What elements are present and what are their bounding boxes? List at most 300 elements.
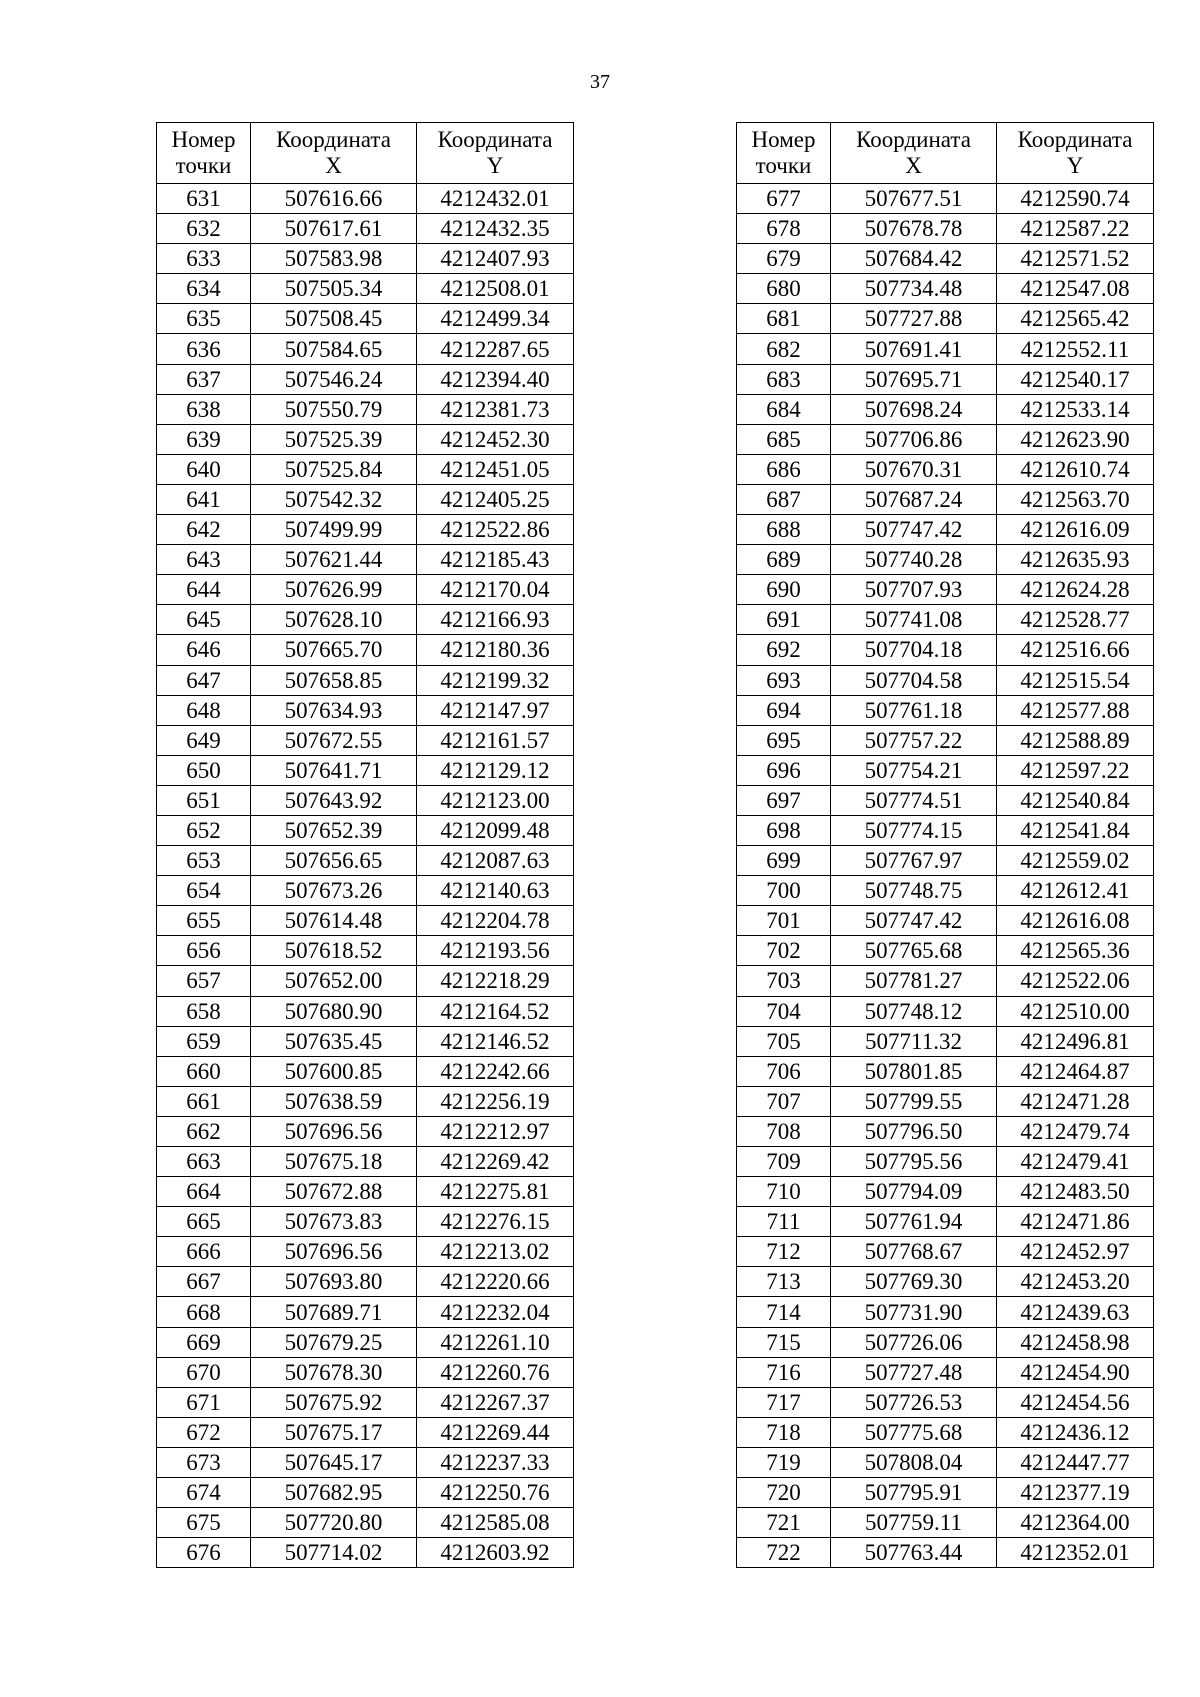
- point-number-cell: 637: [157, 364, 251, 394]
- table-row: [157, 605, 574, 635]
- coordinate-y-cell: 4212212.97: [417, 1116, 574, 1146]
- coordinate-x-cell: 507652.39: [251, 815, 417, 845]
- table-row: [737, 1357, 1154, 1387]
- coordinate-y-cell: 4212590.74: [997, 184, 1154, 214]
- point-number-cell: 655: [157, 906, 251, 936]
- coordinate-x-cell: 507673.83: [251, 1207, 417, 1237]
- coordinates-table-left: [156, 122, 574, 1568]
- coordinate-y-cell: 4212483.50: [997, 1177, 1154, 1207]
- point-number-cell: 692: [737, 635, 831, 665]
- header-text: Координата: [1017, 127, 1133, 152]
- table-row: [157, 1147, 574, 1177]
- coordinate-x-cell: 507775.68: [831, 1417, 997, 1447]
- coordinate-y-cell: 4212147.97: [417, 695, 574, 725]
- coordinate-x-cell: 507617.61: [251, 214, 417, 244]
- table-row: [737, 515, 1154, 545]
- table-row: [737, 1056, 1154, 1086]
- table-row: [737, 1237, 1154, 1267]
- table-header-row: [157, 123, 574, 184]
- coordinate-y-cell: 4212563.70: [997, 484, 1154, 514]
- point-number-cell: 702: [737, 936, 831, 966]
- table-row: [157, 274, 574, 304]
- coordinate-x-cell: 507675.18: [251, 1147, 417, 1177]
- coordinate-x-cell: 507801.85: [831, 1056, 997, 1086]
- coordinate-x-cell: 507675.92: [251, 1387, 417, 1417]
- point-number-cell: 646: [157, 635, 251, 665]
- table-row: [157, 334, 574, 364]
- point-number-cell: 721: [737, 1508, 831, 1538]
- table-row: [737, 1207, 1154, 1237]
- point-number-cell: 663: [157, 1147, 251, 1177]
- coordinate-x-cell: 507684.42: [831, 244, 997, 274]
- point-number-cell: 648: [157, 695, 251, 725]
- point-number-cell: 713: [737, 1267, 831, 1297]
- coordinate-x-cell: 507795.56: [831, 1147, 997, 1177]
- coordinate-y-cell: 4212496.81: [997, 1026, 1154, 1056]
- point-number-cell: 664: [157, 1177, 251, 1207]
- coordinate-y-cell: 4212585.08: [417, 1508, 574, 1538]
- point-number-cell: 650: [157, 755, 251, 785]
- point-number-cell: 681: [737, 304, 831, 334]
- table-row: [157, 1478, 574, 1508]
- point-number-cell: 689: [737, 545, 831, 575]
- coordinate-y-cell: 4212146.52: [417, 1026, 574, 1056]
- table-row: [157, 394, 574, 424]
- coordinate-x-cell: 507638.59: [251, 1086, 417, 1116]
- table-row: [737, 1177, 1154, 1207]
- coordinate-y-cell: 4212612.41: [997, 876, 1154, 906]
- point-number-cell: 679: [737, 244, 831, 274]
- coordinate-y-cell: 4212454.90: [997, 1357, 1154, 1387]
- page-number: 37: [590, 71, 610, 93]
- table-row: [157, 996, 574, 1026]
- table-row: [157, 214, 574, 244]
- coordinate-x-cell: 507635.45: [251, 1026, 417, 1056]
- table-row: [157, 244, 574, 274]
- point-number-cell: 644: [157, 575, 251, 605]
- point-number-cell: 660: [157, 1056, 251, 1086]
- coordinate-x-cell: 507626.99: [251, 575, 417, 605]
- coordinate-x-cell: 507795.91: [831, 1478, 997, 1508]
- table-row: [737, 1538, 1154, 1568]
- coordinate-y-cell: 4212432.35: [417, 214, 574, 244]
- table-body: [157, 184, 574, 1568]
- coordinate-x-cell: 507808.04: [831, 1447, 997, 1477]
- coordinate-y-cell: 4212199.32: [417, 665, 574, 695]
- coordinate-y-cell: 4212447.77: [997, 1447, 1154, 1477]
- coordinate-x-cell: 507656.65: [251, 846, 417, 876]
- point-number-cell: 677: [737, 184, 831, 214]
- header-text: Координата: [437, 127, 553, 152]
- coordinate-x-cell: 507731.90: [831, 1297, 997, 1327]
- header-coordinate-x: [251, 123, 417, 184]
- table-row: [737, 394, 1154, 424]
- table-row: [157, 635, 574, 665]
- point-number-cell: 716: [737, 1357, 831, 1387]
- coordinate-y-cell: 4212436.12: [997, 1417, 1154, 1447]
- point-number-cell: 694: [737, 695, 831, 725]
- coordinate-y-cell: 4212377.19: [997, 1478, 1154, 1508]
- coordinate-y-cell: 4212140.63: [417, 876, 574, 906]
- table-row: [157, 1056, 574, 1086]
- coordinate-x-cell: 507678.30: [251, 1357, 417, 1387]
- coordinate-y-cell: 4212405.25: [417, 484, 574, 514]
- point-number-cell: 707: [737, 1086, 831, 1116]
- point-number-cell: 684: [737, 394, 831, 424]
- coordinate-y-cell: 4212559.02: [997, 846, 1154, 876]
- point-number-cell: 683: [737, 364, 831, 394]
- point-number-cell: 640: [157, 454, 251, 484]
- point-number-cell: 705: [737, 1026, 831, 1056]
- point-number-cell: 703: [737, 966, 831, 996]
- coordinate-y-cell: 4212123.00: [417, 785, 574, 815]
- coordinate-x-cell: 507665.70: [251, 635, 417, 665]
- table-row: [157, 1387, 574, 1417]
- coordinate-x-cell: 507696.56: [251, 1116, 417, 1146]
- coordinate-y-cell: 4212267.37: [417, 1387, 574, 1417]
- coordinate-x-cell: 507740.28: [831, 545, 997, 575]
- coordinate-x-cell: 507759.11: [831, 1508, 997, 1538]
- coordinate-x-cell: 507726.53: [831, 1387, 997, 1417]
- table-row: [737, 424, 1154, 454]
- header-text: точки: [755, 153, 812, 178]
- table-row: [737, 454, 1154, 484]
- table-row: [737, 274, 1154, 304]
- header-text: Номер: [171, 127, 236, 152]
- point-number-cell: 657: [157, 966, 251, 996]
- coordinate-x-cell: 507628.10: [251, 605, 417, 635]
- table-row: [737, 996, 1154, 1026]
- coordinate-y-cell: 4212452.30: [417, 424, 574, 454]
- coordinate-y-cell: 4212099.48: [417, 815, 574, 845]
- table-row: [737, 635, 1154, 665]
- coordinate-y-cell: 4212218.29: [417, 966, 574, 996]
- table-row: [737, 575, 1154, 605]
- table-row: [737, 364, 1154, 394]
- coordinate-x-cell: 507679.25: [251, 1327, 417, 1357]
- coordinate-y-cell: 4212185.43: [417, 545, 574, 575]
- coordinate-x-cell: 507525.84: [251, 454, 417, 484]
- coordinate-y-cell: 4212166.93: [417, 605, 574, 635]
- point-number-cell: 676: [157, 1538, 251, 1568]
- coordinate-y-cell: 4212394.40: [417, 364, 574, 394]
- coordinate-y-cell: 4212458.98: [997, 1327, 1154, 1357]
- coordinate-x-cell: 507707.93: [831, 575, 997, 605]
- coordinate-y-cell: 4212571.52: [997, 244, 1154, 274]
- table-row: [737, 304, 1154, 334]
- point-number-cell: 674: [157, 1478, 251, 1508]
- coordinate-x-cell: 507678.78: [831, 214, 997, 244]
- point-number-cell: 687: [737, 484, 831, 514]
- point-number-cell: 714: [737, 1297, 831, 1327]
- coordinate-y-cell: 4212260.76: [417, 1357, 574, 1387]
- coordinate-x-cell: 507641.71: [251, 755, 417, 785]
- header-text: точки: [175, 153, 232, 178]
- coordinate-y-cell: 4212170.04: [417, 575, 574, 605]
- table-row: [737, 214, 1154, 244]
- header-text: Координата: [276, 127, 391, 152]
- point-number-cell: 686: [737, 454, 831, 484]
- coordinate-x-cell: 507695.71: [831, 364, 997, 394]
- coordinate-x-cell: 507748.12: [831, 996, 997, 1026]
- point-number-cell: 659: [157, 1026, 251, 1056]
- coordinate-x-cell: 507704.18: [831, 635, 997, 665]
- coordinate-y-cell: 4212577.88: [997, 695, 1154, 725]
- point-number-cell: 696: [737, 755, 831, 785]
- point-number-cell: 645: [157, 605, 251, 635]
- point-number-cell: 639: [157, 424, 251, 454]
- point-number-cell: 688: [737, 515, 831, 545]
- coordinate-x-cell: 507761.94: [831, 1207, 997, 1237]
- table-row: [157, 906, 574, 936]
- point-number-cell: 722: [737, 1538, 831, 1568]
- coordinate-x-cell: 507508.45: [251, 304, 417, 334]
- point-number-cell: 695: [737, 725, 831, 755]
- table-row: [737, 1026, 1154, 1056]
- table-row: [157, 484, 574, 514]
- coordinate-x-cell: 507799.55: [831, 1086, 997, 1116]
- coordinate-x-cell: 507754.21: [831, 755, 997, 785]
- coordinate-y-cell: 4212454.56: [997, 1387, 1154, 1417]
- coordinates-table-right: [736, 122, 1154, 1568]
- coordinate-y-cell: 4212269.44: [417, 1417, 574, 1447]
- table-row: [737, 1387, 1154, 1417]
- point-number-cell: 720: [737, 1478, 831, 1508]
- point-number-cell: 691: [737, 605, 831, 635]
- coordinate-y-cell: 4212269.42: [417, 1147, 574, 1177]
- coordinate-y-cell: 4212276.15: [417, 1207, 574, 1237]
- point-number-cell: 704: [737, 996, 831, 1026]
- table-row: [157, 695, 574, 725]
- coordinate-y-cell: 4212464.87: [997, 1056, 1154, 1086]
- table-row: [157, 725, 574, 755]
- coordinate-y-cell: 4212510.00: [997, 996, 1154, 1026]
- point-number-cell: 649: [157, 725, 251, 755]
- coordinate-x-cell: 507672.55: [251, 725, 417, 755]
- coordinate-x-cell: 507675.17: [251, 1417, 417, 1447]
- coordinate-y-cell: 4212471.28: [997, 1086, 1154, 1116]
- point-number-cell: 669: [157, 1327, 251, 1357]
- coordinate-x-cell: 507505.34: [251, 274, 417, 304]
- point-number-cell: 638: [157, 394, 251, 424]
- point-number-cell: 685: [737, 424, 831, 454]
- coordinate-y-cell: 4212364.00: [997, 1508, 1154, 1538]
- coordinate-y-cell: 4212352.01: [997, 1538, 1154, 1568]
- table-row: [737, 1147, 1154, 1177]
- table-row: [157, 1447, 574, 1477]
- header-text: Номер: [751, 127, 816, 152]
- point-number-cell: 718: [737, 1417, 831, 1447]
- coordinate-y-cell: 4212508.01: [417, 274, 574, 304]
- header-text: Координата: [856, 127, 971, 152]
- table-row: [157, 1177, 574, 1207]
- coordinate-y-cell: 4212381.73: [417, 394, 574, 424]
- coordinate-y-cell: 4212479.74: [997, 1116, 1154, 1146]
- coordinate-x-cell: 507691.41: [831, 334, 997, 364]
- table-row: [157, 1538, 574, 1568]
- point-number-cell: 700: [737, 876, 831, 906]
- table-row: [157, 936, 574, 966]
- table-row: [157, 1417, 574, 1447]
- coordinate-y-cell: 4212635.93: [997, 545, 1154, 575]
- table-row: [157, 665, 574, 695]
- header-coordinate-y: [997, 123, 1154, 184]
- coordinate-x-cell: 507726.06: [831, 1327, 997, 1357]
- table-row: [737, 936, 1154, 966]
- point-number-cell: 656: [157, 936, 251, 966]
- coordinate-x-cell: 507542.32: [251, 484, 417, 514]
- point-number-cell: 647: [157, 665, 251, 695]
- table-row: [157, 785, 574, 815]
- point-number-cell: 708: [737, 1116, 831, 1146]
- coordinate-y-cell: 4212540.17: [997, 364, 1154, 394]
- point-number-cell: 662: [157, 1116, 251, 1146]
- coordinate-x-cell: 507672.88: [251, 1177, 417, 1207]
- table-row: [157, 575, 574, 605]
- coordinate-y-cell: 4212515.54: [997, 665, 1154, 695]
- table-row: [157, 1026, 574, 1056]
- coordinate-y-cell: 4212204.78: [417, 906, 574, 936]
- coordinate-y-cell: 4212533.14: [997, 394, 1154, 424]
- coordinate-y-cell: 4212587.22: [997, 214, 1154, 244]
- coordinate-y-cell: 4212087.63: [417, 846, 574, 876]
- coordinate-y-cell: 4212242.66: [417, 1056, 574, 1086]
- coordinate-x-cell: 507687.24: [831, 484, 997, 514]
- table-row: [157, 755, 574, 785]
- coordinate-x-cell: 507774.51: [831, 785, 997, 815]
- table-row: [157, 515, 574, 545]
- coordinate-y-cell: 4212471.86: [997, 1207, 1154, 1237]
- point-number-cell: 671: [157, 1387, 251, 1417]
- coordinate-y-cell: 4212407.93: [417, 244, 574, 274]
- table-row: [157, 184, 574, 214]
- point-number-cell: 665: [157, 1207, 251, 1237]
- table-row: [737, 1478, 1154, 1508]
- header-text: Y: [486, 153, 504, 178]
- table-row: [737, 1327, 1154, 1357]
- point-number-cell: 701: [737, 906, 831, 936]
- coordinate-x-cell: 507767.97: [831, 846, 997, 876]
- table-row: [157, 454, 574, 484]
- table-row: [157, 1508, 574, 1538]
- table-row: [157, 815, 574, 845]
- coordinate-y-cell: 4212479.41: [997, 1147, 1154, 1177]
- table-row: [157, 1357, 574, 1387]
- coordinate-y-cell: 4212597.22: [997, 755, 1154, 785]
- table-row: [737, 665, 1154, 695]
- point-number-cell: 631: [157, 184, 251, 214]
- coordinate-x-cell: 507734.48: [831, 274, 997, 304]
- point-number-cell: 633: [157, 244, 251, 274]
- table-row: [737, 755, 1154, 785]
- table-row: [737, 334, 1154, 364]
- coordinate-y-cell: 4212624.28: [997, 575, 1154, 605]
- coordinate-y-cell: 4212161.57: [417, 725, 574, 755]
- point-number-cell: 693: [737, 665, 831, 695]
- coordinate-y-cell: 4212453.20: [997, 1267, 1154, 1297]
- table-row: [157, 1116, 574, 1146]
- coordinate-y-cell: 4212616.08: [997, 906, 1154, 936]
- coordinate-y-cell: 4212552.11: [997, 334, 1154, 364]
- coordinate-x-cell: 507774.15: [831, 815, 997, 845]
- point-number-cell: 675: [157, 1508, 251, 1538]
- table-row: [737, 1297, 1154, 1327]
- header-text: X: [325, 153, 342, 178]
- point-number-cell: 715: [737, 1327, 831, 1357]
- point-number-cell: 667: [157, 1267, 251, 1297]
- point-number-cell: 636: [157, 334, 251, 364]
- coordinate-x-cell: 507768.67: [831, 1237, 997, 1267]
- coordinate-x-cell: 507680.90: [251, 996, 417, 1026]
- coordinate-x-cell: 507714.02: [251, 1538, 417, 1568]
- coordinate-x-cell: 507704.58: [831, 665, 997, 695]
- coordinate-y-cell: 4212237.33: [417, 1447, 574, 1477]
- coordinate-y-cell: 4212565.42: [997, 304, 1154, 334]
- point-number-cell: 635: [157, 304, 251, 334]
- coordinate-x-cell: 507698.24: [831, 394, 997, 424]
- coordinate-x-cell: 507747.42: [831, 906, 997, 936]
- point-number-cell: 706: [737, 1056, 831, 1086]
- point-number-cell: 653: [157, 846, 251, 876]
- coordinate-x-cell: 507689.71: [251, 1297, 417, 1327]
- table-row: [737, 815, 1154, 845]
- coordinate-y-cell: 4212588.89: [997, 725, 1154, 755]
- coordinate-x-cell: 507600.85: [251, 1056, 417, 1086]
- coordinate-y-cell: 4212603.92: [417, 1538, 574, 1568]
- point-number-cell: 710: [737, 1177, 831, 1207]
- coordinate-x-cell: 507634.93: [251, 695, 417, 725]
- point-number-cell: 711: [737, 1207, 831, 1237]
- coordinate-y-cell: 4212432.01: [417, 184, 574, 214]
- table-row: [737, 1447, 1154, 1477]
- table-row: [737, 906, 1154, 936]
- coordinate-x-cell: 507616.66: [251, 184, 417, 214]
- coordinate-x-cell: 507757.22: [831, 725, 997, 755]
- coordinate-x-cell: 507720.80: [251, 1508, 417, 1538]
- point-number-cell: 670: [157, 1357, 251, 1387]
- table-body: [737, 184, 1154, 1568]
- header-text: X: [905, 153, 922, 178]
- coordinate-y-cell: 4212522.86: [417, 515, 574, 545]
- point-number-cell: 672: [157, 1417, 251, 1447]
- point-number-cell: 690: [737, 575, 831, 605]
- point-number-cell: 719: [737, 1447, 831, 1477]
- coordinate-x-cell: 507769.30: [831, 1267, 997, 1297]
- point-number-cell: 712: [737, 1237, 831, 1267]
- table-row: [157, 545, 574, 575]
- coordinate-y-cell: 4212610.74: [997, 454, 1154, 484]
- coordinate-y-cell: 4212623.90: [997, 424, 1154, 454]
- table-row: [737, 966, 1154, 996]
- table-row: [157, 966, 574, 996]
- point-number-cell: 643: [157, 545, 251, 575]
- coordinate-x-cell: 507499.99: [251, 515, 417, 545]
- coordinate-x-cell: 507614.48: [251, 906, 417, 936]
- coordinate-y-cell: 4212213.02: [417, 1237, 574, 1267]
- point-number-cell: 682: [737, 334, 831, 364]
- table-row: [157, 1267, 574, 1297]
- coordinate-y-cell: 4212439.63: [997, 1297, 1154, 1327]
- coordinate-x-cell: 507748.75: [831, 876, 997, 906]
- coordinate-x-cell: 507747.42: [831, 515, 997, 545]
- coordinate-y-cell: 4212287.65: [417, 334, 574, 364]
- point-number-cell: 632: [157, 214, 251, 244]
- coordinate-x-cell: 507583.98: [251, 244, 417, 274]
- coordinate-y-cell: 4212516.66: [997, 635, 1154, 665]
- table-row: [737, 1417, 1154, 1447]
- coordinate-x-cell: 507550.79: [251, 394, 417, 424]
- point-number-cell: 717: [737, 1387, 831, 1417]
